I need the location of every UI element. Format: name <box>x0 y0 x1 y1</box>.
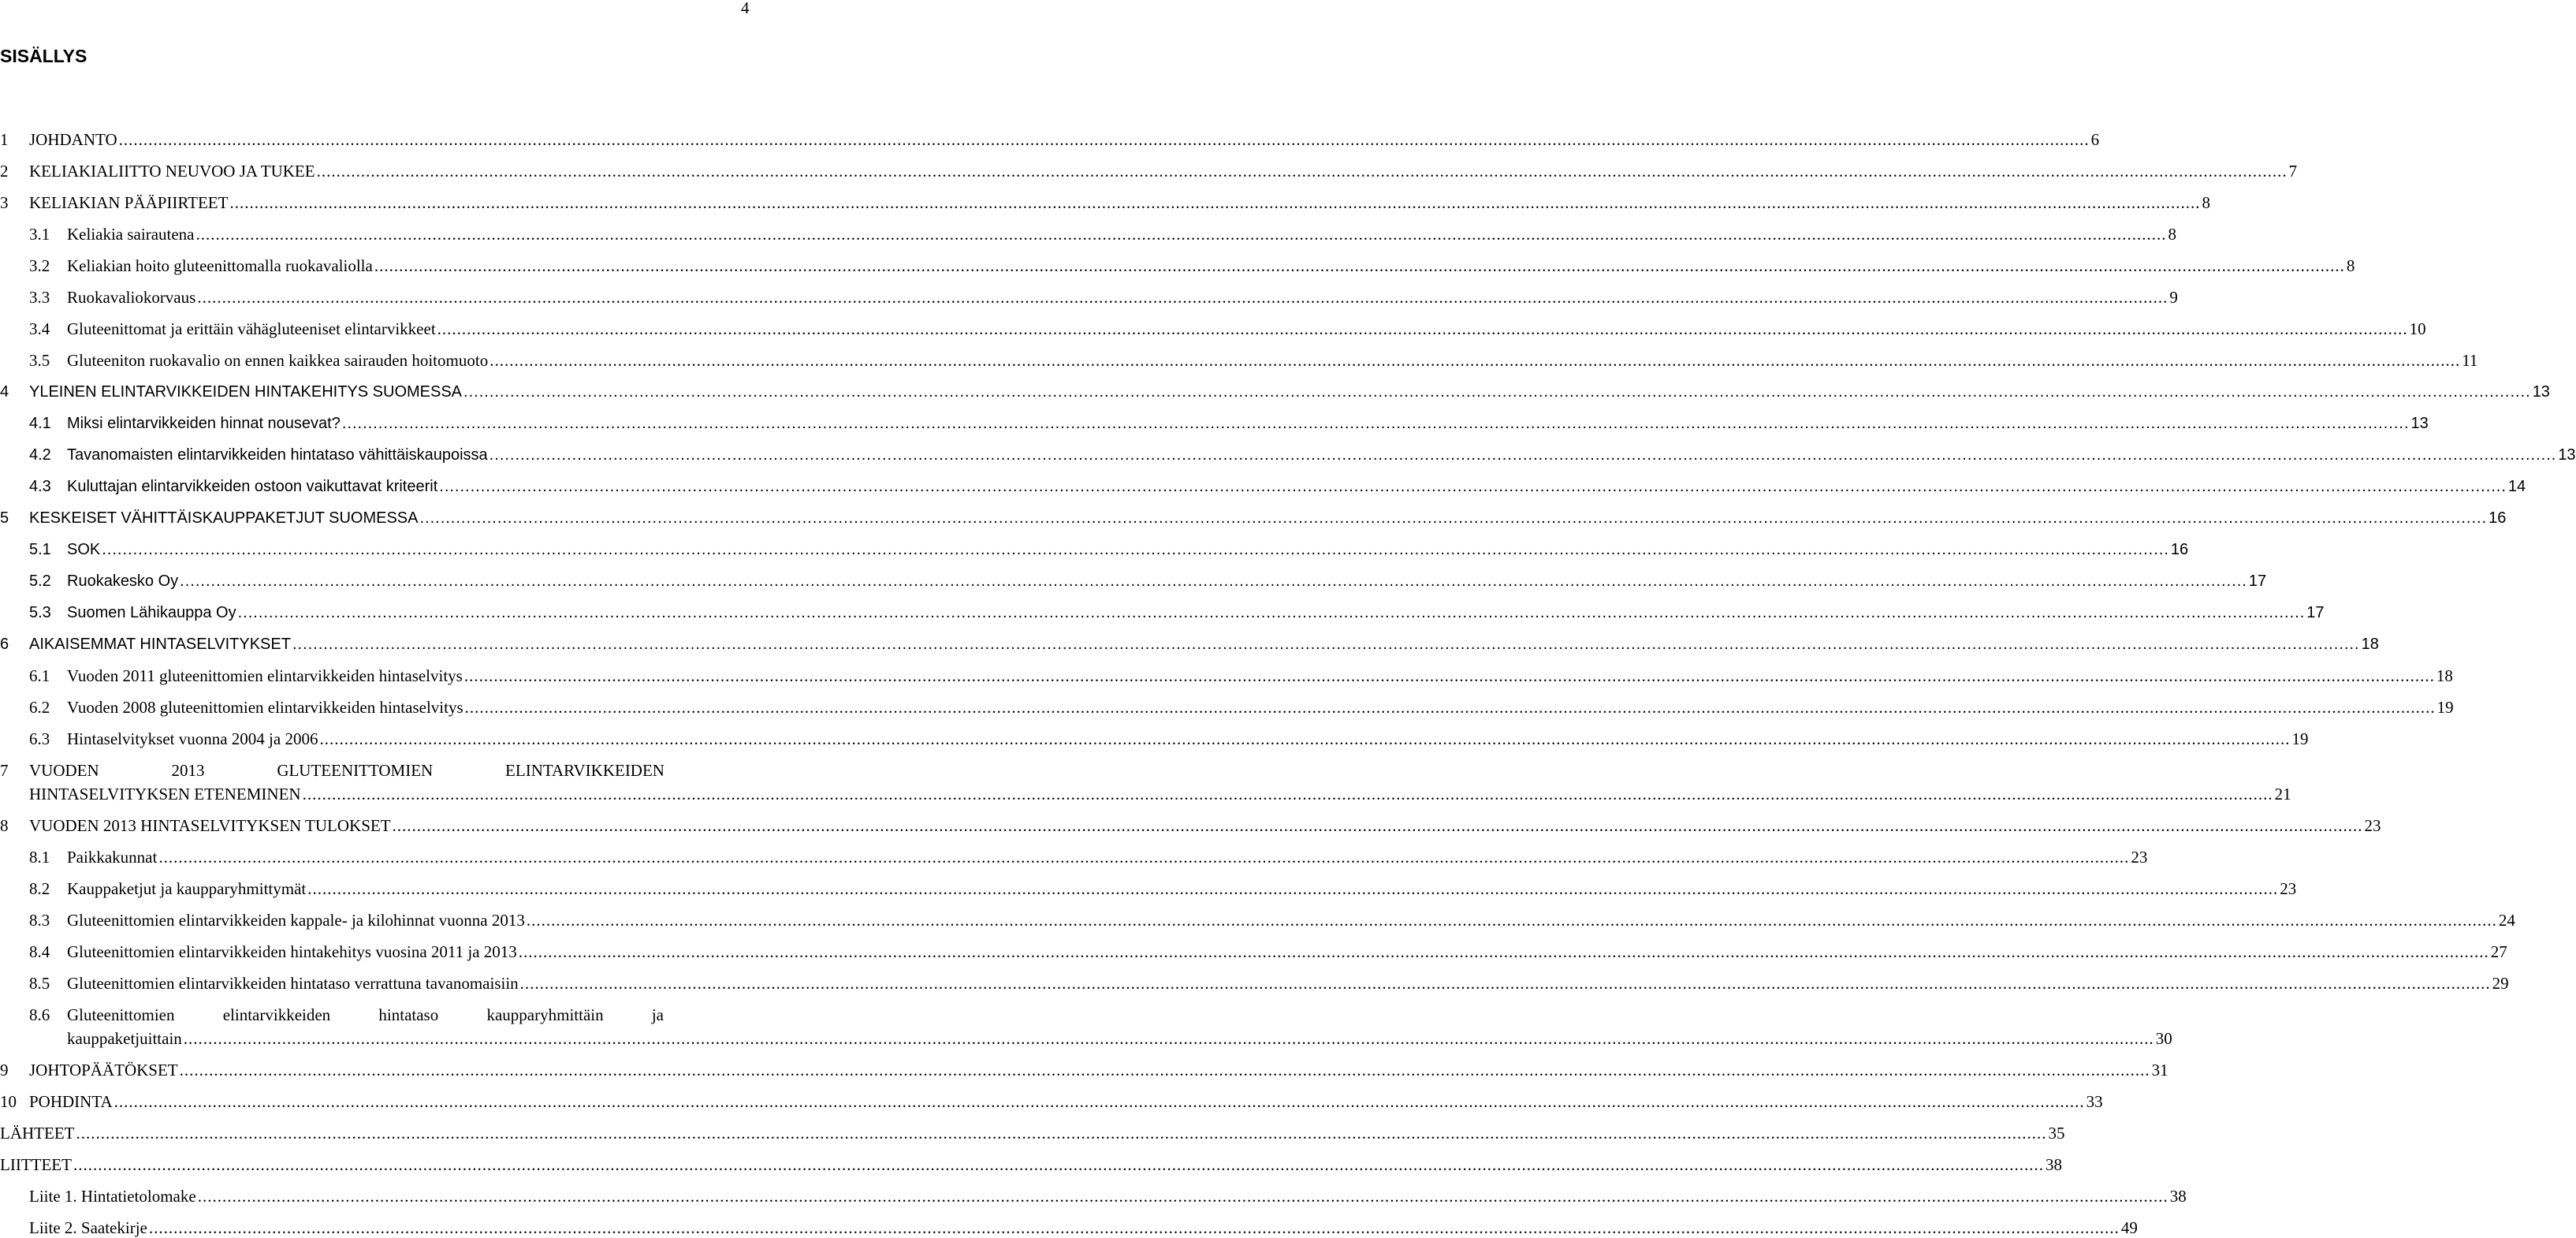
toc-entry-number: 5 <box>0 509 9 527</box>
toc-entry-title: Ruokavaliokorvaus <box>67 288 196 307</box>
toc-entry[interactable] <box>0 815 2381 836</box>
toc-entry[interactable] <box>0 942 2507 962</box>
toc-entry-number: 4 <box>0 383 9 401</box>
toc-dot-leader: ................................................................................................................................................................................................................................................................................................................................................................................................................ <box>102 541 2169 558</box>
toc-entry-page: 27 <box>2490 942 2507 961</box>
toc-dot-leader: ................................................................................................................................................................................................................................................................................................................................................................................................................ <box>183 1029 2154 1048</box>
toc-entry-title: SOK <box>67 541 101 558</box>
toc-entry[interactable] <box>0 1123 2065 1143</box>
toc-entry-title: Hintaselvitykset vuonna 2004 ja 2006 <box>67 729 318 748</box>
toc-entry-title: Ruokakesko Oy <box>67 572 179 590</box>
toc-entry-page: 23 <box>2364 816 2381 835</box>
toc-entry-word: elintarvikkeiden <box>222 1005 331 1024</box>
toc-entry-number: 5.3 <box>29 604 51 621</box>
toc-entry[interactable] <box>0 666 2453 686</box>
toc-dot-leader: ................................................................................................................................................................................................................................................................................................................................................................................................................ <box>319 729 2291 748</box>
toc-entry-number-row <box>0 1005 714 1025</box>
toc-entry-title: kauppaketjuittain <box>67 1029 182 1048</box>
toc-entry-word: ja <box>651 1005 664 1024</box>
toc-entry-title: AIKAISEMMAT HINTASELVITYKSET <box>29 636 291 653</box>
toc-entry-page: 18 <box>2361 636 2379 653</box>
toc-entry-page: 10 <box>2409 319 2426 338</box>
toc-dot-leader: ................................................................................................................................................................................................................................................................................................................................................................................................................ <box>419 509 2488 527</box>
toc-entry-title: Gluteenittomat ja erittäin vähägluteeniset elintarvikkeet <box>67 319 436 338</box>
toc-entry[interactable] <box>0 224 2176 244</box>
toc-entry-number: 10 <box>0 1092 17 1111</box>
toc-entry[interactable] <box>0 973 2509 994</box>
toc-entry-page: 8 <box>2346 256 2355 275</box>
toc-entry-word: Gluteenittomien <box>67 1005 175 1024</box>
toc-entry-title: JOHTOPÄÄTÖKSET <box>29 1061 178 1080</box>
toc-entry-number: 3.1 <box>29 225 50 244</box>
toc-entry[interactable] <box>0 255 2355 276</box>
toc-entry-page: 8 <box>2202 193 2210 212</box>
toc-entry-page: 29 <box>2492 974 2509 993</box>
toc-entry[interactable] <box>0 1186 2187 1206</box>
toc-dot-leader: ................................................................................................................................................................................................................................................................................................................................................................................................................ <box>490 351 2461 370</box>
toc-entry[interactable] <box>0 413 2429 434</box>
toc-dot-leader: ................................................................................................................................................................................................................................................................................................................................................................................................................ <box>302 785 2273 804</box>
toc-entry[interactable] <box>0 697 2454 718</box>
toc-dot-leader: ................................................................................................................................................................................................................................................................................................................................................................................................................ <box>229 193 2201 212</box>
toc-dot-leader: ................................................................................................................................................................................................................................................................................................................................................................................................................ <box>114 1092 2085 1111</box>
toc-dot-leader: ................................................................................................................................................................................................................................................................................................................................................................................................................ <box>518 942 2489 961</box>
toc-entry-title: KELIAKIAN PÄÄPIIRTEET <box>29 193 229 212</box>
toc-entry-title: POHDINTA <box>29 1092 113 1111</box>
toc-entry[interactable] <box>0 382 2550 402</box>
toc-entry-title: Liite 2. Saatekirje <box>29 1218 147 1237</box>
toc-entry[interactable] <box>0 287 2178 308</box>
toc-entry-number: 3.5 <box>29 351 50 370</box>
toc-entry[interactable] <box>0 129 2100 150</box>
toc-entry-page: 6 <box>2090 130 2100 149</box>
toc-entry[interactable] <box>0 319 2426 339</box>
toc-entry-number: 5.2 <box>29 572 51 590</box>
toc-dot-leader: ................................................................................................................................................................................................................................................................................................................................................................................................................ <box>439 478 2507 495</box>
toc-entry-title: Kauppaketjut ja kaupparyhmittymät <box>67 879 307 898</box>
toc-entry-title: Paikkakunnat <box>67 848 158 867</box>
toc-dot-leader: ................................................................................................................................................................................................................................................................................................................................................................................................................ <box>73 1155 2044 1174</box>
toc-entry-page: 38 <box>2169 1187 2187 1206</box>
toc-entry-number: 7 <box>0 761 9 780</box>
toc-dot-leader: ................................................................................................................................................................................................................................................................................................................................................................................................................ <box>148 1218 2120 1237</box>
toc-dot-leader: ................................................................................................................................................................................................................................................................................................................................................................................................................ <box>197 1187 2168 1206</box>
toc-entry-page: 49 <box>2120 1218 2138 1237</box>
toc-entry-page: 11 <box>2462 351 2478 370</box>
toc-entry-word: GLUTEENITTOMIEN <box>277 761 434 780</box>
toc-entry[interactable] <box>0 634 2379 654</box>
toc-entry[interactable] <box>0 161 2298 181</box>
toc-entry-page: 31 <box>2151 1061 2168 1080</box>
page-number: 4 <box>741 0 750 17</box>
toc-dot-leader: ................................................................................................................................................................................................................................................................................................................................................................................................................ <box>158 848 2130 867</box>
toc-entry-title: Gluteeniton ruokavalio on ennen kaikkea sairauden hoitomuoto <box>67 351 489 370</box>
toc-entry-number-row <box>0 760 714 781</box>
toc-entry[interactable] <box>0 445 2576 465</box>
toc-entry-page: 24 <box>2498 911 2515 930</box>
toc-dot-leader: ................................................................................................................................................................................................................................................................................................................................................................................................................ <box>437 319 2408 338</box>
toc-dot-leader: ................................................................................................................................................................................................................................................................................................................................................................................................................ <box>292 636 2360 653</box>
toc-entry[interactable] <box>0 476 2526 497</box>
toc-entry[interactable] <box>0 1217 2138 1238</box>
toc-entry-page: 13 <box>2558 446 2576 464</box>
toc-dot-leader: ................................................................................................................................................................................................................................................................................................................................................................................................................ <box>180 572 2247 590</box>
toc-entry-title: Vuoden 2008 gluteenittomien elintarvikkeiden hintaselvitys <box>67 698 463 717</box>
toc-dot-leader: ................................................................................................................................................................................................................................................................................................................................................................................................................ <box>316 162 2288 181</box>
toc-entry-number: 8.4 <box>29 942 50 961</box>
toc-entry[interactable] <box>0 729 2309 749</box>
toc-entry[interactable] <box>0 508 2507 528</box>
toc-heading: SISÄLLYS <box>0 46 87 66</box>
toc-dot-leader: ................................................................................................................................................................................................................................................................................................................................................................................................................ <box>464 698 2436 717</box>
toc-dot-leader: ................................................................................................................................................................................................................................................................................................................................................................................................................ <box>197 288 2168 307</box>
toc-dot-leader: ................................................................................................................................................................................................................................................................................................................................................................................................................ <box>463 666 2435 685</box>
toc-entry-number: 6.2 <box>29 698 50 717</box>
toc-dot-leader: ................................................................................................................................................................................................................................................................................................................................................................................................................ <box>463 383 2531 401</box>
toc-entry-page: 23 <box>2131 848 2148 867</box>
toc-entry-page: 19 <box>2436 698 2454 717</box>
toc-entry-number: 3.2 <box>29 256 50 275</box>
toc-entry-page: 33 <box>2086 1092 2103 1111</box>
toc-dot-leader: ................................................................................................................................................................................................................................................................................................................................................................................................................ <box>237 604 2306 621</box>
toc-entry[interactable] <box>0 571 2267 591</box>
toc-entry-number: 9 <box>0 1061 9 1080</box>
toc-entry-title: LIITTEET <box>0 1155 72 1174</box>
toc-entry-title: Gluteenittomien elintarvikkeiden hintakehitys vuosina 2011 ja 2013 <box>67 942 517 961</box>
toc-entry-number: 4.2 <box>29 446 51 464</box>
toc-entry-page: 21 <box>2274 785 2291 804</box>
toc-entry-word: ELINTARVIKKEIDEN <box>505 761 664 780</box>
toc-entry[interactable] <box>0 1154 2062 1175</box>
toc-entry[interactable] <box>0 784 2291 804</box>
toc-entry-title: Miksi elintarvikkeiden hinnat nousevat? <box>67 415 341 432</box>
toc-entry-title: JOHDANTO <box>29 130 117 149</box>
toc-entry-title: Tavanomaisten elintarvikkeiden hintataso vähittäiskaupoissa <box>67 446 488 464</box>
toc-entry-page: 16 <box>2489 509 2507 527</box>
toc-entry-word: kaupparyhmittäin <box>486 1005 604 1024</box>
toc-entry-page: 18 <box>2436 666 2453 685</box>
toc-entry-title: VUODEN 2013 HINTASELVITYKSEN TULOKSET <box>29 816 391 835</box>
toc-entry[interactable] <box>0 910 2515 930</box>
toc-entry-word: hintataso <box>378 1005 439 1024</box>
toc-entry-number: 8.1 <box>29 848 50 867</box>
toc-entry-number: 5.1 <box>29 541 51 558</box>
toc-entry-title: KESKEISET VÄHITTÄISKAUPPAKETJUT SUOMESSA <box>29 509 419 527</box>
toc-entry-number: 8.5 <box>29 974 50 993</box>
toc-entry-page: 13 <box>2532 383 2550 401</box>
toc-entry-number: 1 <box>0 130 9 149</box>
toc-dot-leader: ................................................................................................................................................................................................................................................................................................................................................................................................................ <box>76 1124 2047 1143</box>
toc-entry[interactable] <box>0 602 2325 623</box>
toc-entry-number: 4.3 <box>29 478 51 495</box>
toc-dot-leader: ................................................................................................................................................................................................................................................................................................................................................................................................................ <box>526 911 2497 930</box>
toc-entry-title: YLEINEN ELINTARVIKKEIDEN HINTAKEHITYS SUOMESSA <box>29 383 463 401</box>
toc-entry-number: 8.6 <box>29 1005 50 1024</box>
toc-entry-title: LÄHTEET <box>0 1124 75 1143</box>
toc-entry-page: 17 <box>2248 572 2267 590</box>
toc-entry-word: 2013 <box>171 761 205 780</box>
toc-entry[interactable] <box>0 1060 2168 1080</box>
toc-entry[interactable] <box>0 350 2478 371</box>
toc-entry-page: 14 <box>2507 478 2526 495</box>
toc-entry-number: 6.3 <box>29 729 50 748</box>
toc-entry-number: 6 <box>0 636 9 653</box>
toc-entry-page: 8 <box>2168 225 2176 244</box>
toc-entry-number: 8 <box>0 816 9 835</box>
toc-entry[interactable] <box>0 1028 2172 1049</box>
toc-entry-number: 8.3 <box>29 911 50 930</box>
toc-entry-number: 3 <box>0 193 9 212</box>
toc-entry-page: 35 <box>2048 1124 2065 1143</box>
toc-entry[interactable] <box>0 1091 2103 1112</box>
toc-dot-leader: ................................................................................................................................................................................................................................................................................................................................................................................................................ <box>341 415 2410 432</box>
toc-dot-leader: ................................................................................................................................................................................................................................................................................................................................................................................................................ <box>195 225 2167 244</box>
toc-entry[interactable] <box>0 878 2297 899</box>
toc-entry-page: 17 <box>2306 604 2325 621</box>
toc-entry-number: 2 <box>0 162 9 181</box>
toc-entry-title: Liite 1. Hintatietolomake <box>29 1187 196 1206</box>
toc-entry[interactable] <box>0 539 2189 560</box>
toc-dot-leader: ................................................................................................................................................................................................................................................................................................................................................................................................................ <box>307 879 2279 898</box>
toc-entry-title: Gluteenittomien elintarvikkeiden hintataso verrattuna tavanomaisiin <box>67 974 519 993</box>
toc-dot-leader: ................................................................................................................................................................................................................................................................................................................................................................................................................ <box>179 1061 2150 1080</box>
toc-entry-title: Suomen Lähikauppa Oy <box>67 604 236 621</box>
toc-entry-title: KELIAKIALIITTO NEUVOO JA TUKEE <box>29 162 315 181</box>
toc-entry-number: 3.3 <box>29 288 50 307</box>
toc-dot-leader: ................................................................................................................................................................................................................................................................................................................................................................................................................ <box>489 446 2557 464</box>
toc-entry-page: 13 <box>2410 415 2429 432</box>
toc-entry-title: Vuoden 2011 gluteenittomien elintarvikkeiden hintaselvitys <box>67 666 463 685</box>
toc-entry-word: VUODEN <box>29 761 99 780</box>
toc-entry-page: 19 <box>2291 729 2309 748</box>
toc-dot-leader: ................................................................................................................................................................................................................................................................................................................................................................................................................ <box>118 130 2090 149</box>
toc-entry-title: Keliakia sairautena <box>67 225 195 244</box>
toc-entry-title: Kuluttajan elintarvikkeiden ostoon vaikuttavat kriteerit <box>67 478 438 495</box>
toc-entry-number: 4.1 <box>29 415 51 432</box>
toc-entry-page: 30 <box>2155 1029 2172 1048</box>
toc-entry-page: 9 <box>2169 288 2178 307</box>
toc-entry[interactable] <box>0 192 2210 213</box>
toc-dot-leader: ................................................................................................................................................................................................................................................................................................................................................................................................................ <box>519 974 2491 993</box>
toc-entry-number: 6.1 <box>29 666 50 685</box>
toc-entry-page: 38 <box>2045 1155 2062 1174</box>
toc-entry-page: 23 <box>2280 879 2297 898</box>
toc-entry-number: 3.4 <box>29 319 50 338</box>
toc-entry-title: HINTASELVITYKSEN ETENEMINEN <box>29 785 301 804</box>
toc-entry-title: Gluteenittomien elintarvikkeiden kappale- ja kilohinnat vuonna 2013 <box>67 911 525 930</box>
toc-entry-title: Keliakian hoito gluteenittomalla ruokavaliolla <box>67 256 373 275</box>
toc-entry-page: 7 <box>2288 162 2298 181</box>
toc-entry-page: 16 <box>2170 541 2189 558</box>
toc-dot-leader: ................................................................................................................................................................................................................................................................................................................................................................................................................ <box>392 816 2363 835</box>
toc-entry[interactable] <box>0 847 2148 867</box>
toc-entry-number: 8.2 <box>29 879 50 898</box>
toc-dot-leader: ................................................................................................................................................................................................................................................................................................................................................................................................................ <box>374 256 2345 275</box>
